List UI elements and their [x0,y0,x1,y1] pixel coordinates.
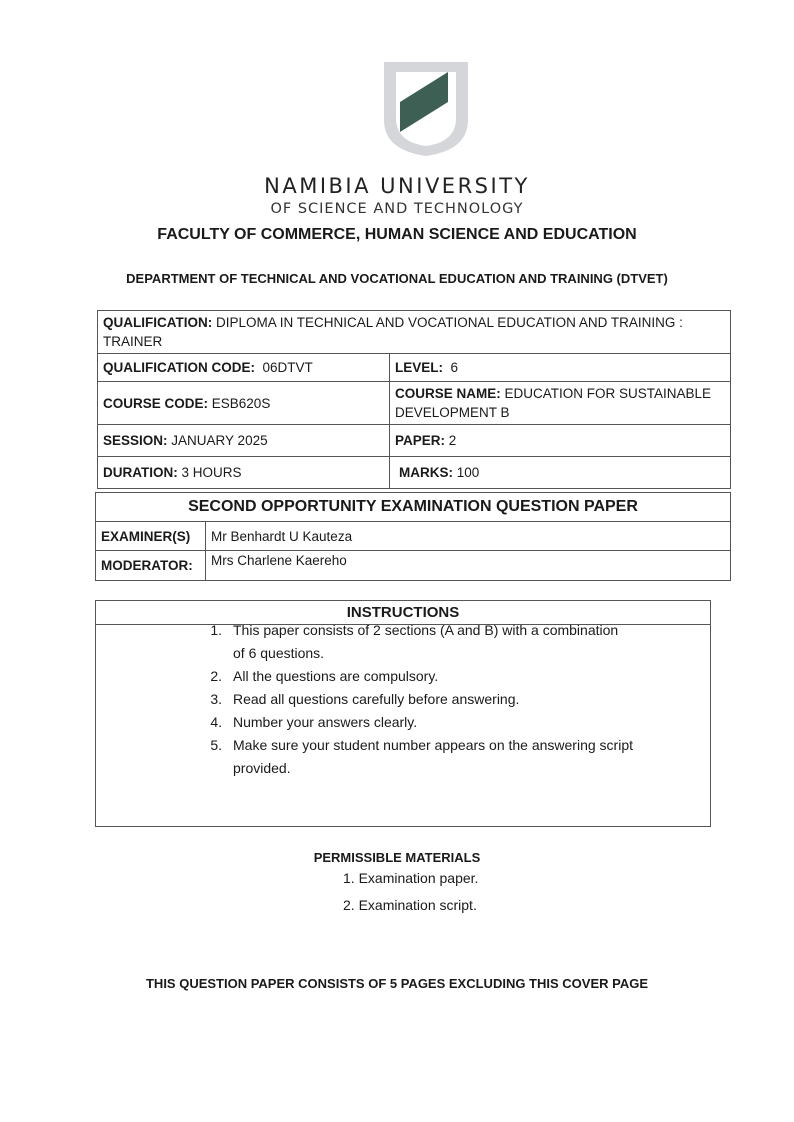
faculty-title: FACULTY OF COMMERCE, HUMAN SCIENCE AND EDUCATION [157,226,637,243]
qualification-label: QUALIFICATION: [103,315,213,330]
course-name-value: EDUCATION FOR SUSTAINABLE DEVELOPMENT B [395,386,712,420]
university-logo-icon [378,58,474,160]
qualification-value: DIPLOMA IN TECHNICAL AND VOCATIONAL EDUCATION AND TRAINING : TRAINER [103,315,683,349]
moderator-label: MODERATOR: [96,551,206,581]
university-subtitle: OF SCIENCE AND TECHNOLOGY [270,201,524,217]
marks-value: 100 [456,465,480,480]
materials-title: PERMISSIBLE MATERIALS [313,850,481,865]
exam-info-table [95,492,731,581]
material-item: 2. Examination script. [343,897,477,913]
course-code-value: ESB620S [211,395,271,411]
instructions-title: INSTRUCTIONS [96,601,710,625]
university-name: NAMIBIA UNIVERSITY [264,174,530,198]
course-details-table [97,310,731,489]
paper-value: 2 [448,433,457,448]
qual-code-label: QUALIFICATION CODE: [103,360,255,375]
examiner-label: EXAMINER(S) [96,522,206,551]
instruction-item: 1. This paper consists of 2 sections (A and B) with a combination of 6 questions. [210,622,619,661]
qual-code-value: 06DTVT [262,360,313,375]
paper-label: PAPER: [395,433,446,448]
course-name-label: COURSE NAME: [395,386,501,401]
exam-title: SECOND OPPORTUNITY EXAMINATION QUESTION PAPER [96,493,731,522]
level-value: 6 [450,360,459,375]
examiner-value: Mr Benhardt U Kauteza [206,522,731,551]
course-code-label: COURSE CODE: [103,395,209,411]
duration-value: 3 HOURS [181,465,242,480]
department-title: DEPARTMENT OF TECHNICAL AND VOCATIONAL EDUCATION AND TRAINING (DTVET) [126,271,668,286]
marks-label: MARKS: [399,465,453,480]
page-count-note: THIS QUESTION PAPER CONSISTS OF 5 PAGES EXCLUDING THIS COVER PAGE [145,976,648,991]
instruction-item: 2. All the questions are compulsory. [210,668,439,684]
instruction-item: 3. Read all questions carefully before answering. [210,691,520,707]
material-item: 1. Examination paper. [343,870,479,886]
moderator-value: Mrs Charlene Kaereho [206,551,731,581]
instruction-item: 5. Make sure your student number appears on the answering script provided. [210,737,633,776]
level-label: LEVEL: [395,360,444,375]
duration-label: DURATION: [103,465,178,480]
session-label: SESSION: [103,433,168,448]
instruction-item: 4. Number your answers clearly. [210,714,418,730]
session-value: JANUARY 2025 [171,433,268,448]
